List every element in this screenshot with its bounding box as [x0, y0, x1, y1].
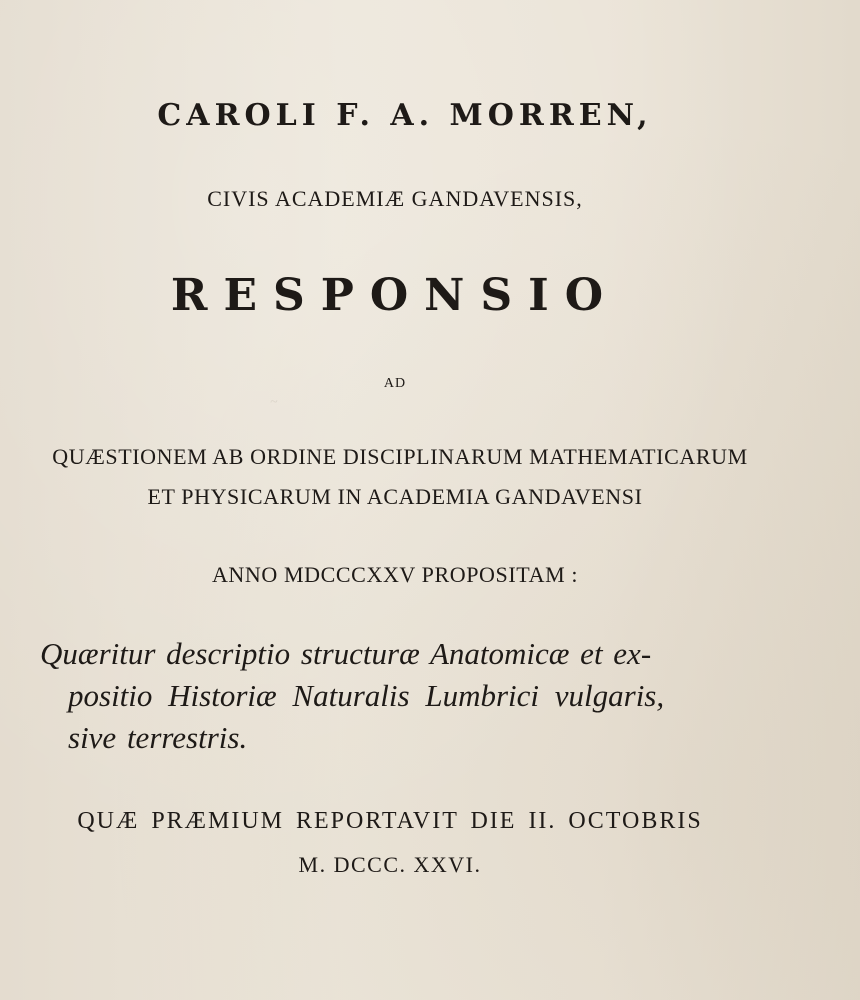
question-line-2: ET PHYSICARUM IN ACADEMIA GANDAVENSI	[147, 484, 643, 509]
prize-date: M. DCCC. XXVI.	[298, 852, 482, 877]
italic-question-line-1: Quæritur descriptio structuræ Anatomicæ et ex-	[40, 636, 652, 671]
preposition-ad: AD	[383, 376, 407, 391]
prize-line-1: QUÆ PRÆMIUM REPORTAVIT DIE II. OCTOBRIS	[77, 808, 703, 834]
author-affiliation: CIVIS ACADEMIÆ GANDAVENSIS,	[207, 186, 583, 211]
italic-question-line-2: positio Historiæ Naturalis Lumbrici vulgaris,	[68, 678, 665, 713]
question-line-1: QUÆSTIONEM AB ORDINE DISCIPLINARUM MATHEMATICARUM	[52, 444, 748, 469]
author-name: CAROLI F. A. MORREN,	[157, 98, 653, 133]
italic-question-line-3: sive terrestris.	[68, 720, 248, 755]
year-line: ANNO MDCCCXXV PROPOSITAM :	[211, 562, 579, 587]
show-through-text: ~	[269, 394, 278, 411]
main-title: RESPONSIO	[170, 270, 620, 321]
